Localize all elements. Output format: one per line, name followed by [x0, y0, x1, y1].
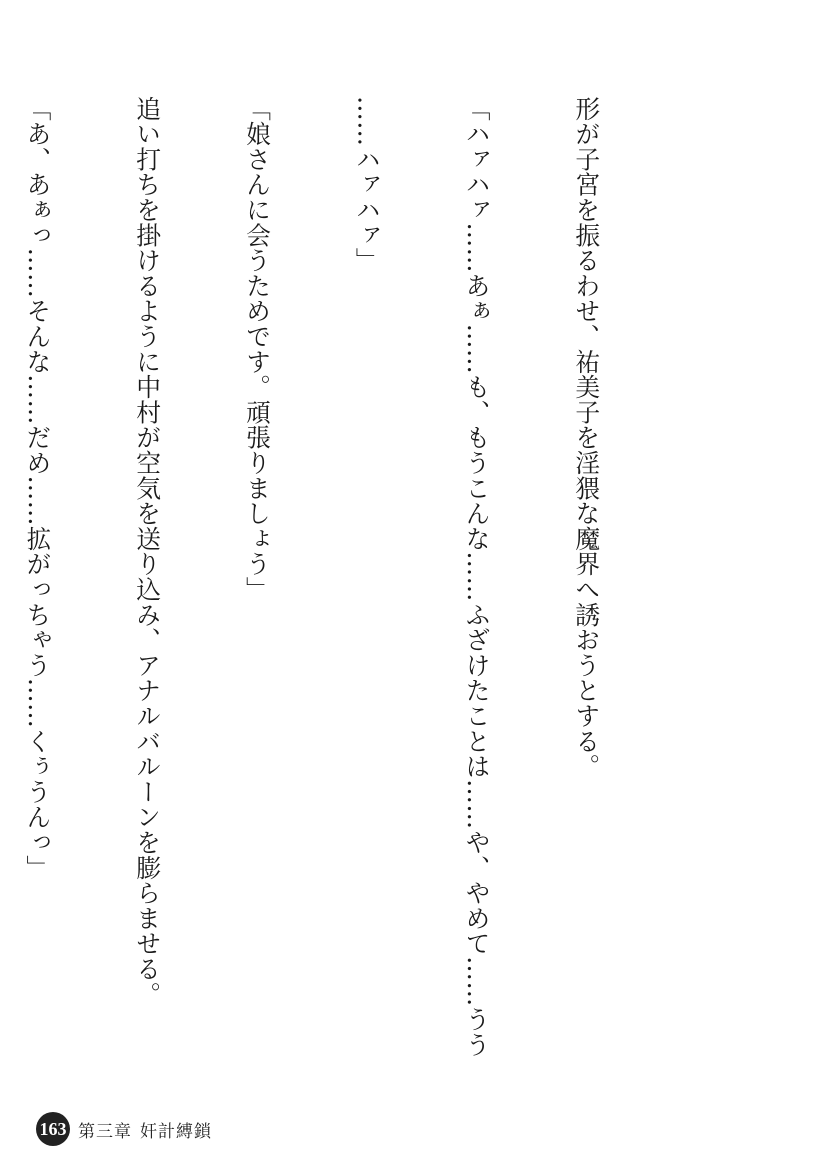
text-line: 「ハァハァ……あぁ……も、もうこんな……ふざけたことは……や、やめて……うう [462, 96, 492, 1058]
section-title: 奸計縛鎖 [140, 1121, 212, 1142]
vertical-text-block [0, 96, 677, 1058]
chapter-label: 第三章 [78, 1121, 132, 1142]
page-footer [36, 1112, 212, 1146]
text-line: ……ハァハァ」 [352, 96, 382, 274]
text-line: 「あ、あぁっ……そんな……だめ……拡がっちゃう……くぅうんっ」 [22, 96, 52, 881]
page-number-badge: 163 [36, 1112, 70, 1146]
text-line: 形が子宮を振るわせ、祐美子を淫猥な魔界へ誘おうとする。 [571, 96, 601, 780]
text-line: 追い打ちを掛けるように中村が空気を送り込み、アナルバルーンを膨らませる。 [132, 96, 162, 1007]
text-line: 「娘さんに会うためです。頑張りましょう」 [242, 96, 272, 602]
